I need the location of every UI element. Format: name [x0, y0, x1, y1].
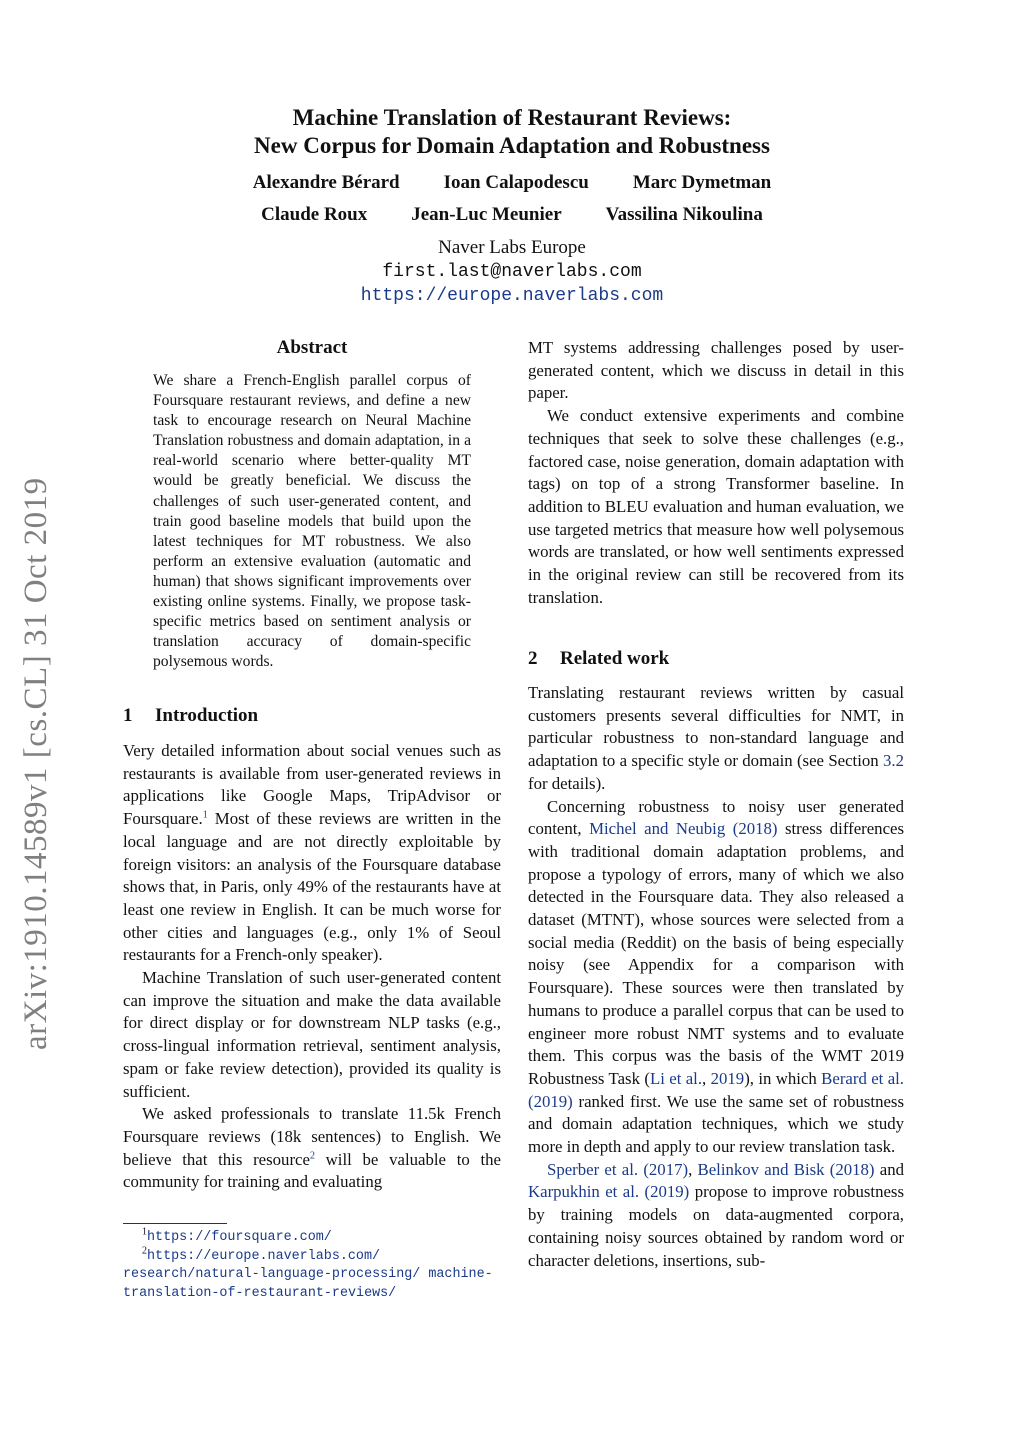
citation-link[interactable]: Belinkov and Bisk: [697, 1159, 825, 1179]
introduction-body: [123, 740, 501, 1194]
footnote-mark: 1: [142, 1226, 147, 1238]
related-paragraph-3: Sperber et al. (2017), Belinkov and Bisk (2018) and Karpukhin et al. (2019) propose to improve robustness by training models on data-augmented corpora, containing noisy sources obtained by random word or character deletions, insertions, sub-: [528, 1159, 904, 1270]
affiliation: Naver Labs Europe: [438, 237, 586, 258]
title-line-1: Machine Translation of Restaurant Reviews:: [292, 105, 732, 130]
citation-year[interactable]: 2019: [710, 1068, 745, 1088]
text-run: propose to improve robustness by training models on data-augmented corpora, containing noisy sources obtained by random word or character deletions, insertions, sub-: [528, 1182, 904, 1270]
paper-title: [112, 104, 912, 160]
text-run: We asked professionals to translate 11.5k French Foursquare reviews (18k sentences) to English. We believe that this resource: [123, 1104, 501, 1169]
intro-paragraph-4: MT systems addressing challenges posed by user-generated content, which we discuss in detail in this paper.: [528, 338, 904, 403]
citation-year[interactable]: (2019): [528, 1091, 573, 1111]
footnotes: [123, 1228, 501, 1302]
intro-paragraph-2: Machine Translation of such user-generated content can improve the situation and make the data available for direct display or for downstream NLP tasks (e.g., cross-lingual information retrieval, sentiment analysis, spam or fake review detection), provided its quality is sufficient.: [123, 968, 501, 1101]
text-run: ranked first. We use the same set of robustness and domain adaptation techniques, which we study more in depth and apply to our review translation task.: [528, 1091, 904, 1157]
text-run: Translating restaurant reviews written by casual customers presents several difficulties for NMT, in particular robustness to non-standard language and adaptation to a specific style or domain (see Section: [528, 683, 904, 771]
related-work-body: [528, 682, 904, 1272]
author-name: Jean-Luc Meunier: [411, 204, 562, 225]
footnote-1: [123, 1228, 501, 1247]
authors-row-1: [112, 172, 912, 194]
right-column-intro: [528, 337, 904, 609]
related-paragraph-1: [528, 682, 904, 796]
author-name: Marc Dymetman: [632, 172, 772, 193]
text-run: Very detailed information about social venues such as restaurants is available from user-generated reviews in applications like Google Maps, TripAdvisor or Foursquare.: [123, 741, 501, 829]
footnote-ref-1[interactable]: 1: [202, 809, 208, 821]
citation-link[interactable]: Michel and Neubig: [589, 819, 726, 839]
section-number: 2: [528, 648, 538, 669]
footnote-mark: 2: [142, 1245, 147, 1257]
section-heading-related-work: [528, 648, 904, 670]
citation-year[interactable]: (2018): [732, 819, 778, 839]
citation-year[interactable]: (2017): [643, 1159, 689, 1179]
text-run: and: [874, 1159, 904, 1179]
footnote-ref-2[interactable]: 2: [309, 1150, 315, 1162]
arxiv-stamp: arXiv:1910.14589v1 [cs.CL] 31 Oct 2019: [18, 477, 54, 1050]
intro-paragraph-3: [123, 1103, 501, 1194]
intro-paragraph-5: We conduct extensive experiments and combine techniques that seek to solve these challenges (e.g., factored case, noise generation, domain adaptation with tags) on top of a strong Transformer baseline. In addition to BLEU evaluation and human evaluation, we use targeted metrics that measure how well polysemous words are translated, or how well sentiments expressed in the original review can still be recovered from its translation.: [528, 406, 904, 607]
citation-link[interactable]: Karpukhin et al.: [528, 1182, 640, 1202]
text-run: ), in which: [744, 1068, 822, 1088]
author-name: Ioan Calapodescu: [443, 172, 589, 193]
footnote-link[interactable]: https://foursquare.com/: [147, 1230, 332, 1245]
section-title: Introduction: [155, 705, 259, 726]
author-name: Vassilina Nikoulina: [605, 204, 763, 225]
section-ref[interactable]: 3.2: [883, 751, 904, 771]
section-number: 1: [123, 705, 133, 726]
text-run: for details).: [528, 773, 606, 793]
citation-link[interactable]: Sperber et al.: [547, 1159, 639, 1179]
citation-year[interactable]: (2018): [829, 1159, 875, 1179]
citation-link[interactable]: Li et al.: [649, 1068, 703, 1088]
author-name: Alexandre Bérard: [252, 172, 400, 193]
abstract-heading: Abstract: [276, 337, 348, 358]
email: first.last@naverlabs.com: [382, 262, 642, 282]
citation-year[interactable]: (2019): [644, 1182, 690, 1202]
homepage-link[interactable]: https://europe.naverlabs.com: [360, 286, 664, 306]
footnote-2: [123, 1247, 501, 1303]
text-run: Concerning robustness to noisy user generated content,: [528, 796, 904, 839]
text-run: will be valuable to the community for training and evaluating: [123, 1149, 501, 1192]
related-paragraph-2: Concerning robustness to noisy user generated content, Michel and Neubig (2018) stress differences with traditional domain adaptation problems, and propose a typology of errors, many of which we also detected in the Foursquare data. They also released a dataset (MTNT), whose sources were selected from a social media (Reddit) on the basis of being especially noisy (see Appendix for a comparison with Foursquare). These sources were then translated by humans to produce a parallel corpus that can be used to engineer more robust NMT systems and to evaluate them. This corpus was the basis of the WMT 2019 Robustness Task (Li et al., 2019), in which Berard et al. (2019) ranked first. We use the same set of robustness and domain adaptation techniques, which we study more in depth and apply to our review translation task.: [528, 796, 904, 1157]
authors-row-2: [112, 204, 912, 226]
footnote-link[interactable]: https://europe.naverlabs.com/ research/natural-language-processing/ machine-translation-of-restaurant-reviews/: [123, 1248, 493, 1301]
intro-paragraph-1: [123, 740, 501, 967]
text-run: stress differences with traditional domain adaptation problems, and propose a typology of errors, many of which we also detected in the Foursquare data. They also released a dataset (MTNT), whose sources were selected from a social media (Reddit) on the basis of being especially noisy (see Appendix for a comparison with Foursquare). These sources were then translated by humans to produce a parallel corpus that can be used to engineer more robust NMT systems and to evaluate them. This corpus was the basis of the WMT 2019 Robustness Task (: [528, 819, 904, 1088]
citation-link[interactable]: Berard et al.: [821, 1068, 904, 1088]
title-line-2: New Corpus for Domain Adaptation and Robustness: [254, 133, 770, 158]
text-run: Most of these reviews are written in the local language and are not directly exploitable by foreign visitors: an analysis of the Foursquare database shows that, in Paris, only 49% of the restaurants have at least one review in English. It can be much worse for other cities and languages (e.g., only 1% of Seoul restaurants for a French-only speaker).: [123, 809, 501, 965]
section-heading-introduction: [123, 705, 501, 727]
abstract-text: We share a French-English parallel corpus of Foursquare restaurant reviews, and define a new task to encourage research on Neural Machine Translation robustness and domain adaptation, in a real-world scenario where better-quality MT would be greatly beneficial. We discuss the challenges of such user-generated content, and train good baseline models that build upon the latest techniques for MT robustness. We also perform an extensive evaluation (automatic and human) that shows significant improvements over existing online systems. Finally, we propose task-specific metrics based on sentiment analysis or translation accuracy of domain-specific polysemous words.: [153, 372, 471, 671]
author-name: Claude Roux: [261, 204, 368, 225]
section-title: Related work: [560, 648, 670, 669]
footnote-rule: [123, 1223, 227, 1224]
